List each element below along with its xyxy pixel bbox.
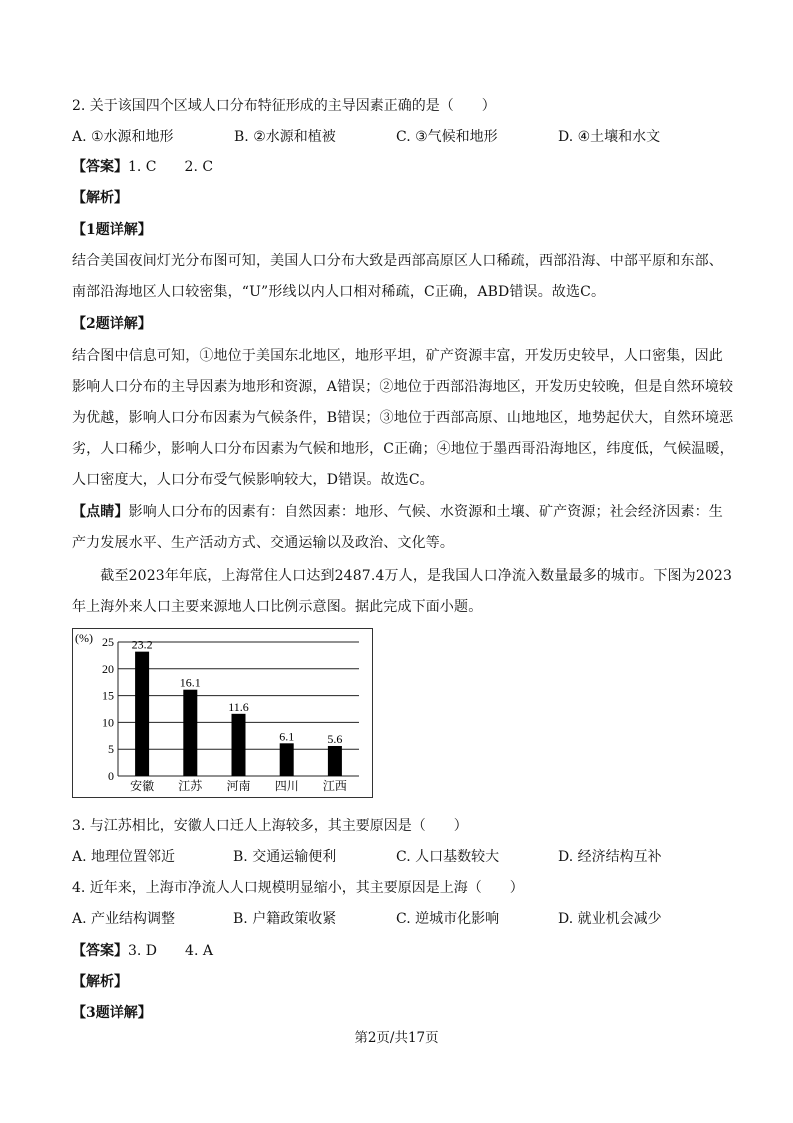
migrant-source-bar-chart xyxy=(72,628,373,798)
answer-4: 4. A xyxy=(185,943,213,959)
detail-1-line: 结合美国夜间灯光分布图可知，美国人口分布大致是西部高原区人口稀疏，西部沿海、中部平原和东部、 xyxy=(72,253,723,269)
answer-1-2 xyxy=(72,157,213,177)
note-line xyxy=(72,502,723,522)
answer-tag: 【答案】 xyxy=(72,159,128,175)
detail-1-line: 南部沿海地区人口较密集，“U”形线以内人口相对稀疏，C正确，ABD错误。故选C。 xyxy=(72,284,606,300)
page-footer: 第2页/共17页 xyxy=(354,1030,439,1046)
q2-option-a: A. ①水源和地形 xyxy=(72,129,174,145)
intro-line: 年上海外来人口主要来源地人口比例示意图。据此完成下面小题。 xyxy=(72,599,483,615)
chart-data-label: 5.6 xyxy=(327,731,343,746)
chart-y-tick-label: 25 xyxy=(102,635,114,649)
note-line: 产力发展水平、生产活动方式、交通运输以及政治、文化等。 xyxy=(72,535,455,551)
detail-2-line: 劣，人口稀少，影响人口分布因素为气候和地形，C正确；④地位于墨西哥沿海地区，纬度低，气候温暖， xyxy=(72,441,734,457)
analysis-heading: 【解析】 xyxy=(72,190,128,206)
detail-2-line: 结合图中信息可知，①地位于美国东北地区，地形平坦，矿产资源丰富，开发历史较早，人口密集，因此 xyxy=(72,348,723,364)
q4-option-c: C. 逆城市化影响 xyxy=(396,911,500,927)
q3-option-c: C. 人口基数较大 xyxy=(396,849,500,865)
q3-option-a: A. 地理位置邻近 xyxy=(72,849,176,865)
chart-y-tick-label: 15 xyxy=(102,688,114,703)
question-2-stem: 2. 关于该国四个区域人口分布特征形成的主导因素正确的是（ ） xyxy=(72,98,496,114)
q3-option-d: D. 经济结构互补 xyxy=(558,849,662,865)
answer-tag: 【答案】 xyxy=(72,943,128,959)
answer-3-4 xyxy=(72,941,213,961)
q4-option-a: A. 产业结构调整 xyxy=(72,911,176,927)
chart-y-unit: (%) xyxy=(75,631,93,645)
chart-bar xyxy=(232,714,246,776)
detail-3-heading: 【3题详解】 xyxy=(72,1005,152,1021)
question-4-stem: 4. 近年来，上海市净流人人口规模明显缩小，其主要原因是上海（ ） xyxy=(72,880,524,896)
question-3-stem: 3. 与江苏相比，安徽人口迁人上海较多，其主要原因是（ ） xyxy=(72,818,468,834)
chart-category-label: 江西 xyxy=(322,779,347,793)
chart-bar xyxy=(328,746,342,776)
intro-line: 截至2023年年底，上海常住人口达到2487.4万人，是我国人口净流入数量最多的城市。下图为2023 xyxy=(72,568,733,584)
chart-data-label: 16.1 xyxy=(179,675,201,690)
chart-data-label: 23.2 xyxy=(131,637,153,652)
q4-option-b: B. 户籍政策收紧 xyxy=(233,911,337,927)
q3-option-b: B. 交通运输便利 xyxy=(233,849,337,865)
chart-y-tick-label: 10 xyxy=(102,715,114,730)
q2-option-b: B. ②水源和植被 xyxy=(234,129,336,145)
chart-bar xyxy=(280,743,294,776)
answer-3: 3. D xyxy=(128,943,158,959)
q4-option-d: D. 就业机会减少 xyxy=(558,911,662,927)
chart-category-label: 河南 xyxy=(226,779,251,793)
chart-y-tick-label: 5 xyxy=(108,742,114,757)
chart-category-label: 四川 xyxy=(274,779,299,793)
chart-bar xyxy=(135,652,149,776)
detail-2-line: 人口密度大，人口分布受气候影响较大，D错误。故选C。 xyxy=(72,472,434,488)
chart-category-label: 安徽 xyxy=(130,779,155,793)
note-text: 影响人口分布的因素有：自然因素：地形、气候、水资源和土壤、矿产资源；社会经济因素：生 xyxy=(128,504,723,520)
chart-category-label: 江苏 xyxy=(178,779,203,793)
note-tag: 【点睛】 xyxy=(72,504,129,520)
detail-2-line: 为优越，影响人口分布因素为气候条件，B错误；③地位于西部高原、山地地区，地势起伏大，自然环境恶 xyxy=(72,410,734,426)
q2-option-d: D. ④土壤和水文 xyxy=(558,129,661,145)
chart-y-tick-label: 20 xyxy=(102,661,114,676)
chart-data-label: 6.1 xyxy=(279,729,295,744)
detail-2-line: 影响人口分布的主导因素为地形和资源，A错误；②地位于西部沿海地区，开发历史较晚，但是自然环境较 xyxy=(72,379,734,395)
detail-2-heading: 【2题详解】 xyxy=(72,316,152,332)
chart-y-tick-label: 0 xyxy=(108,769,114,783)
detail-1-heading: 【1题详解】 xyxy=(72,222,152,238)
chart-data-label: 11.6 xyxy=(228,699,249,714)
chart-bar xyxy=(183,690,197,776)
answer-2: 2. C xyxy=(184,159,214,175)
analysis-heading: 【解析】 xyxy=(72,974,128,990)
q2-option-c: C. ③气候和地形 xyxy=(396,129,498,145)
answer-1: 1. C xyxy=(128,159,157,175)
